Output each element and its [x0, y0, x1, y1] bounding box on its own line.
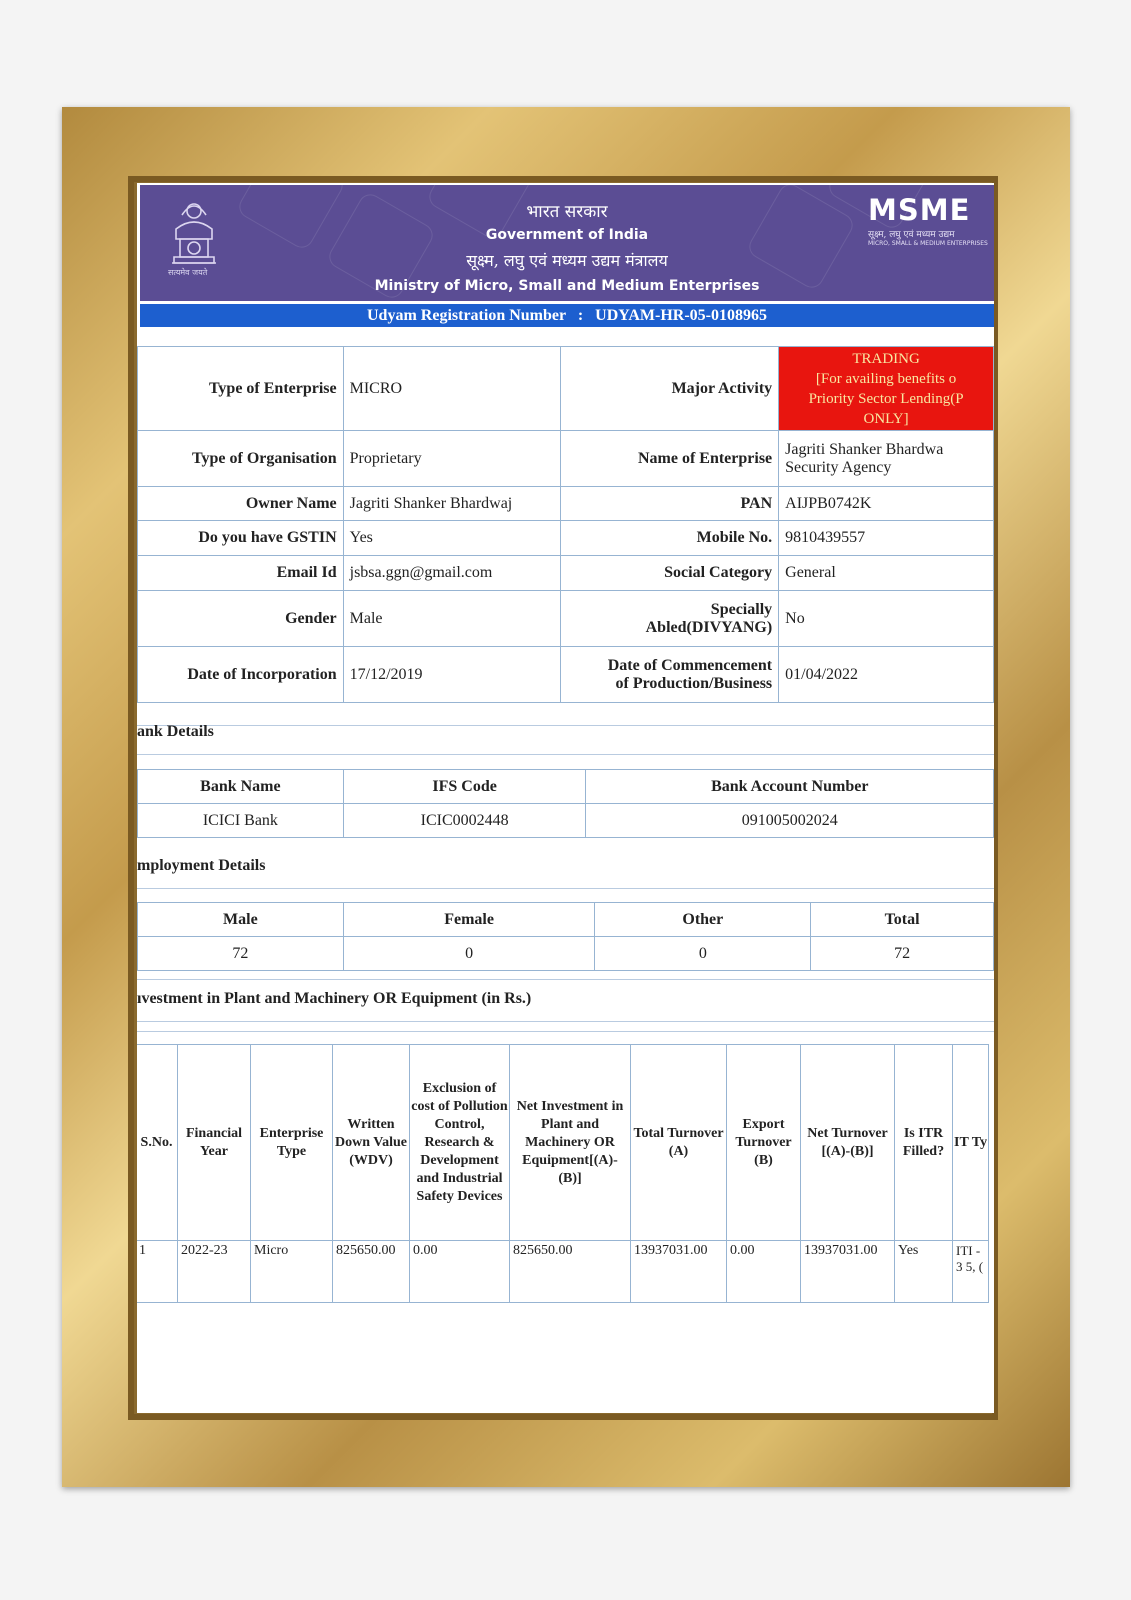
investment-header: Net Investment in Plant and Machinery OR Equipment[(A)-(B)] [510, 1045, 631, 1241]
type-of-organisation-value: Proprietary [343, 431, 561, 487]
bank-header: Bank Name [138, 770, 344, 804]
hindi-ministry-title: सूक्ष्म, लघु एवं मध्यम उद्यम मंत्रालय [466, 251, 668, 270]
employment-value: 0 [343, 937, 595, 971]
specially-abled-value: No [779, 591, 994, 647]
employment-header: Female [343, 903, 595, 937]
owner-name-label: Owner Name [138, 487, 344, 521]
gstin-label: Do you have GSTIN [138, 521, 344, 556]
bank-header: Bank Account Number [586, 770, 994, 804]
incorporation-value: 17/12/2019 [343, 647, 561, 703]
divider [137, 1031, 994, 1032]
msme-logo [868, 195, 994, 247]
mobile-label: Mobile No. [561, 521, 779, 556]
investment-value: 13937031.00 [631, 1241, 727, 1303]
table-row [137, 1241, 989, 1303]
table-row [138, 591, 994, 647]
investment-header: Total Turnover (A) [631, 1045, 727, 1241]
investment-header: Financial Year [178, 1045, 251, 1241]
table-row [138, 770, 994, 804]
table-row [137, 1045, 989, 1241]
government-title: Government of India [485, 227, 649, 243]
bank-details-title: ank Details [137, 723, 214, 740]
specially-abled-label [561, 591, 779, 647]
bank-account-value: 091005002024 [586, 804, 994, 838]
pan-label: PAN [561, 487, 779, 521]
table-row [138, 431, 994, 487]
gender-label: Gender [138, 591, 344, 647]
social-category-label: Social Category [561, 556, 779, 591]
bank-name-value: ICICI Bank [138, 804, 344, 838]
major-activity-line: TRADING [852, 350, 920, 367]
registration-number: UDYAM-HR-05-0108965 [595, 307, 767, 324]
investment-value: 0.00 [410, 1241, 510, 1303]
ifs-code-value: ICIC0002448 [343, 804, 586, 838]
ministry-title: Ministry of Micro, Small and Medium Enterprises [374, 278, 760, 294]
employment-value: 0 [595, 937, 811, 971]
type-of-enterprise-value: MICRO [343, 347, 561, 431]
table-row [138, 347, 994, 431]
email-label: Email Id [138, 556, 344, 591]
employment-header: Total [811, 903, 994, 937]
investment-value: Yes [895, 1241, 953, 1303]
table-row [138, 903, 994, 937]
bank-details-table [137, 769, 994, 838]
header-banner [140, 185, 994, 301]
registration-label: Udyam Registration Number [367, 307, 566, 324]
specially-abled-label-line: Abled(DIVYANG) [645, 618, 773, 636]
mobile-value: 9810439557 [779, 521, 994, 556]
msme-logo-hindi: सूक्ष्म, लघु एवं मध्यम उद्यम [868, 230, 955, 240]
investment-value: 13937031.00 [801, 1241, 895, 1303]
incorporation-label: Date of Incorporation [138, 647, 344, 703]
type-of-organisation-label: Type of Organisation [138, 431, 344, 487]
investment-value: ITI - 3 5, ( [953, 1241, 989, 1303]
name-of-enterprise-line: Security Agency [785, 458, 892, 476]
commencement-value: 01/04/2022 [779, 647, 994, 703]
hindi-government-title: भारत सरकार [526, 202, 608, 222]
table-row [138, 487, 994, 521]
divider [137, 979, 994, 980]
enterprise-details-table [137, 346, 994, 703]
investment-title: ıvestment in Plant and Machinery OR Equipment (in Rs.) [137, 990, 532, 1007]
investment-value: Micro [251, 1241, 333, 1303]
gstin-value: Yes [343, 521, 561, 556]
investment-table [137, 1044, 989, 1303]
commencement-label [561, 647, 779, 703]
msme-logo-english: MICRO, SMALL & MEDIUM ENTERPRISES [868, 240, 988, 247]
msme-logo-word: MSME [868, 193, 971, 227]
investment-header: Net Turnover [(A)-(B)] [801, 1045, 895, 1241]
commencement-label-line: Date of Commencement [607, 656, 773, 674]
investment-header: IT Ty [953, 1045, 989, 1241]
investment-header: Exclusion of cost of Pollution Control, Research & Development and Industrial Safety Devices [410, 1045, 510, 1241]
employment-value: 72 [811, 937, 994, 971]
investment-header: Export Turnover (B) [727, 1045, 801, 1241]
major-activity-label: Major Activity [561, 347, 779, 431]
email-value: jsbsa.ggn@gmail.com [343, 556, 561, 591]
employment-value: 72 [138, 937, 344, 971]
investment-value: 0.00 [727, 1241, 801, 1303]
investment-header: S.No. [137, 1045, 178, 1241]
gender-value: Male [343, 591, 561, 647]
employment-details-title: mployment Details [137, 857, 266, 874]
table-row [138, 937, 994, 971]
registration-number-bar [140, 304, 994, 327]
divider [137, 1021, 994, 1022]
social-category-value: General [779, 556, 994, 591]
major-activity-value [779, 347, 994, 431]
major-activity-line: ONLY] [863, 410, 909, 427]
table-row [138, 521, 994, 556]
commencement-label-line: of Production/Business [615, 674, 773, 692]
employment-header: Other [595, 903, 811, 937]
employment-details-table [137, 902, 994, 971]
emblem-caption: सत्यमेव जयते [168, 268, 208, 277]
investment-value: 1 [137, 1241, 178, 1303]
owner-name-value: Jagriti Shanker Bhardwaj [343, 487, 561, 521]
divider [137, 725, 994, 726]
name-of-enterprise-value [779, 431, 994, 487]
table-row [138, 804, 994, 838]
investment-value: 825650.00 [333, 1241, 410, 1303]
divider [137, 754, 994, 755]
investment-value: 825650.00 [510, 1241, 631, 1303]
name-of-enterprise-label: Name of Enterprise [561, 431, 779, 487]
investment-header: Is ITR Filled? [895, 1045, 953, 1241]
udyam-certificate [137, 183, 994, 1413]
major-activity-line: [For availing benefits o [815, 370, 957, 387]
major-activity-line: Priority Sector Lending(P [808, 390, 964, 407]
type-of-enterprise-label: Type of Enterprise [138, 347, 344, 431]
registration-separator: : [577, 307, 584, 324]
table-row [138, 556, 994, 591]
divider [137, 888, 994, 889]
investment-header: Enterprise Type [251, 1045, 333, 1241]
employment-header: Male [138, 903, 344, 937]
investment-value: 2022-23 [178, 1241, 251, 1303]
bank-header: IFS Code [343, 770, 586, 804]
pan-value: AIJPB0742K [779, 487, 994, 521]
table-row [138, 647, 994, 703]
investment-header: Written Down Value (WDV) [333, 1045, 410, 1241]
name-of-enterprise-line: Jagriti Shanker Bhardwa [785, 440, 944, 458]
specially-abled-label-line: Specially [710, 600, 773, 618]
